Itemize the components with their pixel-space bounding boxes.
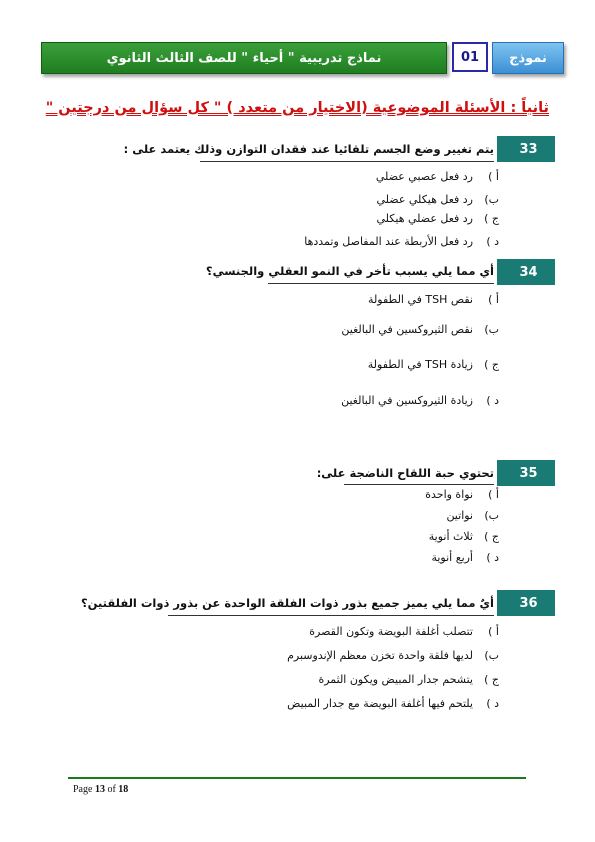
option-item [341,323,499,336]
question-number: 36 [498,591,554,615]
option-letter: أ ) [488,625,499,638]
question-underline [344,484,494,485]
question-underline [200,161,494,162]
question-underline [168,615,494,616]
option-letter: ج ) [484,358,499,371]
question-number: 33 [498,137,554,161]
option-letter: أ ) [488,488,499,501]
section-title: ثانياً : الأسئلة الموضوعية (الاختيار من متعدد ) " كل سؤال من درجتين " [45,100,549,116]
option-text: نواة واحدة [425,488,473,501]
option-item [431,551,499,564]
option-letter: ج ) [484,673,499,686]
footer-divider [68,777,526,779]
model-label: نموذج [492,42,564,74]
option-letter: ب) [484,509,499,522]
option-letter: ب) [484,649,499,662]
page-current: 13 [94,784,105,795]
option-letter: د ) [486,551,499,564]
option-item [368,293,499,306]
option-text: يلتحم فيها أغلفة البويضة مع جدار المبيض [287,697,473,710]
option-text: أربع أنوية [431,551,473,564]
option-item [318,673,499,686]
option-letter: د ) [486,697,499,710]
page-total: 18 [118,784,129,795]
option-text: رد فعل الأربطة عند المفاصل وتمددها [304,235,473,248]
option-text: تتصلب أغلفة البويضة وتكون القصرة [309,625,473,638]
question-underline [268,283,494,284]
option-text: ثلاث أنوية [428,530,473,543]
option-item [429,530,499,543]
question-number: 34 [498,260,554,284]
option-letter: د ) [486,235,499,248]
option-text: لديها فلقة واحدة تخزن معظم الإندوسبرم [287,649,473,662]
option-text: زيادة الثيروكسين في البالغين [341,394,473,407]
option-text: رد فعل عصبي عضلي [375,170,473,183]
option-text: يتشحم جدار المبيض ويكون الثمرة [318,673,473,686]
option-text: نواتين [446,509,473,522]
page-word: Page [73,784,93,795]
option-item [376,193,499,206]
option-letter: أ ) [488,293,499,306]
page-footer [73,784,128,795]
option-text: زيادة TSH في الطفولة [367,358,473,371]
question-text: أيٌ مما يلي يميز جميع بذور ذوات الفلقة الواحدة عن بذور ذوات الفلقتين؟ [80,596,494,610]
option-item [368,358,499,371]
question-text: يتم تغيير وضع الجسم تلقائيا عند فقدان التوازن وذلك يعتمد على : [123,142,494,156]
option-item [376,212,499,225]
header-title: نماذج تدريبية " أحياء " للصف الثالث الثانوي [41,42,447,74]
option-item [287,697,499,710]
option-letter: أ ) [488,170,499,183]
option-text: رد فعل عضلي هيكلي [376,212,473,225]
option-item [304,235,499,248]
of-word: of [107,784,116,795]
option-item [309,625,499,638]
option-item [446,509,499,522]
question-number: 35 [498,461,554,485]
option-item [376,170,499,183]
option-text: رد فعل هيكلي عضلي [376,193,473,206]
option-item [425,488,499,501]
option-text: نقص الثيروكسين في البالغين [341,323,473,336]
option-letter: ج ) [484,530,499,543]
question-text: تحتوي حبة اللقاح الناضجة على: [316,466,494,480]
option-item [287,649,499,662]
option-letter: ب) [484,323,499,336]
question-text: أي مما يلي يسبب تأخر في النمو العقلي والجنسي؟ [205,264,494,278]
option-text: نقص TSH في الطفولة [368,293,473,306]
model-number: 01 [452,42,488,72]
option-item [341,394,499,407]
option-letter: ج ) [484,212,499,225]
option-letter: ب) [484,193,499,206]
option-letter: د ) [486,394,499,407]
